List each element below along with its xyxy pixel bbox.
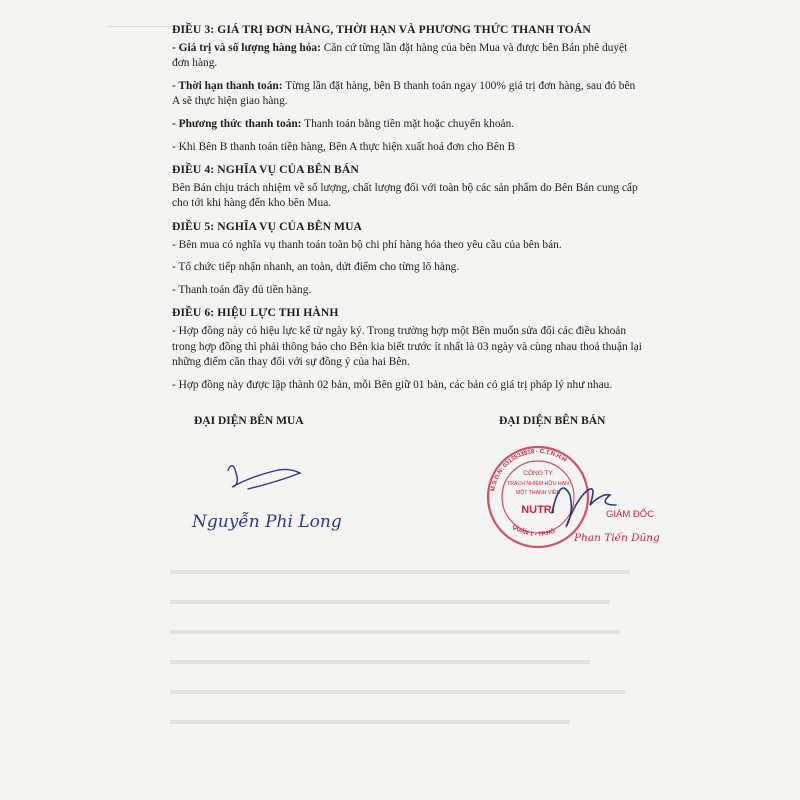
article-3-item-2 — [172, 79, 642, 110]
article-4-heading: ĐIỀU 4: NGHĨA VỤ CỦA BÊN BÁN — [172, 163, 359, 177]
buyer-name-handwritten: Nguyễn Phi Long — [192, 512, 342, 532]
seller-representative-title: ĐẠI DIỆN BÊN BÁN — [499, 415, 606, 427]
signature-block — [0, 415, 800, 565]
seller-name: Phan Tiến Dũng — [574, 532, 660, 544]
article-6-item-1: - Hợp đồng này có hiệu lực kể từ ngày ký. Trong trường hợp một Bên muốn sửa đổi các điều khoản trong hợp đồng thì phải thông báo cho Bên kia biết trước ít nhất là 03 ngày và cùng nhau thoả thuận lại những điểm cần thay đổi với sự đồng ý của hai Bên. — [172, 324, 642, 369]
stamp-ring-text: M.S.D.N: 0313533818 - C.T.N.H.H — [490, 448, 568, 492]
stamp-brand: NUTRI — [521, 504, 555, 516]
stamp-line-3: MỘT THÀNH VIÊN — [515, 490, 561, 496]
article-3-heading: ĐIỀU 3: GIÁ TRỊ ĐƠN HÀNG, THỜI HẠN VÀ PHƯƠNG THỨC THANH TOÁN — [172, 23, 591, 36]
article-3-item-1-label: - Giá trị và số lượng hàng hóa: — [172, 41, 321, 54]
article-3-item-3-label: - Phương thức thanh toán: — [172, 117, 302, 130]
article-3-item-3 — [172, 117, 642, 133]
show-through-lines — [170, 560, 640, 760]
article-3-item-2-text: Từng lần đặt hàng, bên B thanh toán ngay 100% giá trị đơn hàng, sau đó bên A sẽ thực hiện giao hàng. — [172, 79, 636, 108]
article-5-heading: ĐIỀU 5: NGHĨA VỤ CỦA BÊN MUA — [172, 219, 363, 233]
company-stamp — [478, 435, 668, 555]
buyer-signature — [188, 455, 358, 545]
stamp-line-2: TRÁCH NHIỆM HỮU HẠN — [507, 481, 569, 487]
article-3-item-2-label: - Thời hạn thanh toán: — [172, 79, 283, 92]
article-3-item-1-text: Căn cứ từng lần đặt hàng của bên Mua và được bên Bán phê duyệt đơn hàng. — [172, 41, 628, 70]
article-6-heading: ĐIỀU 6: HIỆU LỰC THI HÀNH — [172, 306, 339, 320]
article-6-item-2: - Hợp đồng này được lập thành 02 bản, mỗi Bên giữ 01 bản, các bản có giá trị pháp lý như nhau. — [172, 378, 613, 391]
buyer-representative-title: ĐẠI DIỆN BÊN MUA — [194, 415, 304, 427]
article-3-item-1 — [172, 41, 642, 72]
stamp-ring-text-bottom: QUẬN 1 - TP.HỒ — [510, 524, 557, 538]
contract-page — [172, 22, 642, 400]
article-5-item-1: - Bên mua có nghĩa vụ thanh toán toàn bộ chi phí hàng hóa theo yêu cầu của bên bán. — [172, 238, 562, 251]
article-5-item-2: - Tổ chức tiếp nhận nhanh, an toàn, dứt điểm cho từng lô hàng. — [172, 261, 460, 274]
article-4-item-1: Bên Bán chịu trách nhiệm về số lượng, chất lượng đối với toàn bộ các sản phẩm do Bên Bán cung cấp cho tới khi hàng đến kho bên Mua. — [172, 181, 638, 210]
stamp-company-label: CÔNG TY — [523, 470, 553, 477]
seller-role: GIÁM ĐỐC — [606, 509, 655, 520]
article-5-item-3: - Thanh toán đầy đủ tiền hàng. — [172, 283, 312, 296]
article-3-item-4: - Khi Bên B thanh toán tiền hàng, Bên A thực hiện xuất hoá đơn cho Bên B — [172, 140, 516, 153]
article-3-item-3-text: Thanh toán bằng tiền mặt hoặc chuyển khoản. — [301, 117, 515, 130]
